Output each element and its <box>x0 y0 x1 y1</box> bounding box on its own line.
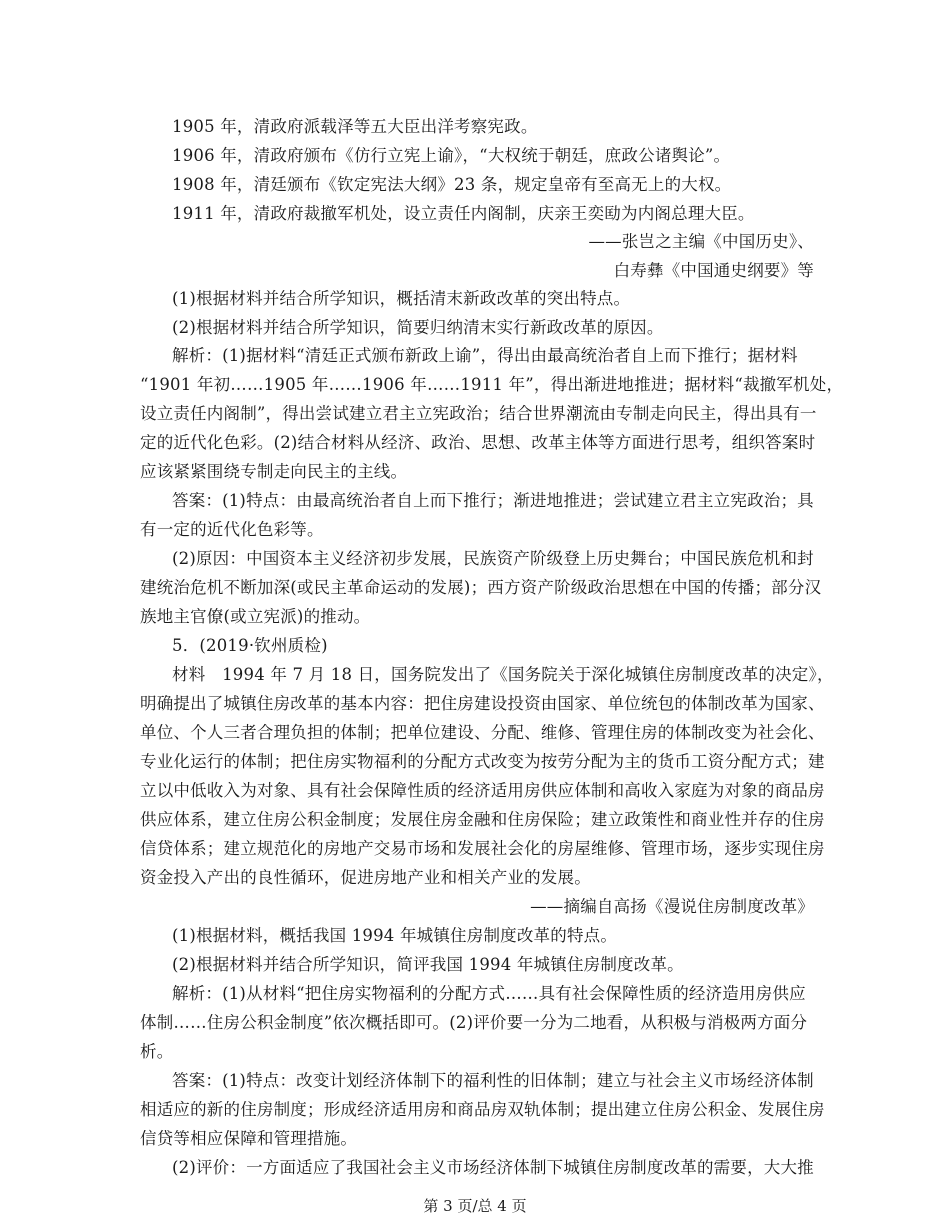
source-citation: 白寿彝《中国通史纲要》等 <box>613 261 814 280</box>
question-line: (1)根据材料并结合所学知识，概括清末新政改革的突出特点。 <box>172 289 631 308</box>
answer-line: 答案：(1)特点：由最高统治者自上而下推行；渐进地推进；尝试建立君主立宪政治；具 <box>172 491 814 510</box>
material-line: 立以中低收入为对象、具有社会保障性质的经济适用房供应体制和高收入家庭为对象的商品房 <box>140 781 825 800</box>
analysis-line: 定的近代化色彩。(2)结合材料从经济、政治、思想、改革主体等方面进行思考，组织答案时 <box>140 433 816 452</box>
analysis-line: “1901 年初……1905 年……1906 年……1911 年”，得出渐进地推进；据材料“裁撤军机处， <box>140 375 844 394</box>
answer-line: 族地主官僚(或立宪派)的推动。 <box>140 607 371 626</box>
material-line: 资金投入产出的良性循环，促进房地产业和相关产业的发展。 <box>140 868 591 887</box>
question-line: (2)根据材料并结合所学知识，简评我国 1994 年城镇住房制度改革。 <box>172 955 684 974</box>
answer-line: 建统治危机不断加深(或民主革命运动的发展)；西方资产阶级政治思想在中国的传播；部分汉 <box>140 578 822 597</box>
text-line: 1905 年，清政府派载泽等五大臣出洋考察宪政。 <box>172 117 538 136</box>
answer-line: 有一定的近代化色彩等。 <box>140 520 324 539</box>
page-footer: 第 3 页/总 4 页 <box>423 1197 527 1215</box>
answer-line: 答案：(1)特点：改变计划经济体制下的福利性的旧体制；建立与社会主义市场经济体制 <box>172 1071 814 1090</box>
answer-line: 信贷等相应保障和管理措施。 <box>140 1129 358 1148</box>
question-line: (1)根据材料，概括我国 1994 年城镇住房制度改革的特点。 <box>172 926 618 945</box>
material-line: 专业化运行的体制；把住房实物福利的分配方式改变为按劳分配为主的货币工资分配方式；建 <box>140 752 825 771</box>
analysis-line: 体制……住房公积金制度”依次概括即可。(2)评价要一分为二地看，从积极与消极两方面分 <box>140 1013 808 1032</box>
text-line: 1906 年，清政府颁布《仿行立宪上谕》，“大权统于朝廷，庶政公诸舆论”。 <box>172 146 731 165</box>
material-line: 单位、个人三者合理负担的体制；把单位建设、分配、维修、管理住房的体制改变为社会化、 <box>140 723 825 742</box>
answer-line: (2)评价：一方面适应了我国社会主义市场经济体制下城镇住房制度改革的需要，大大推 <box>172 1158 814 1177</box>
material-line: 材料 1994 年 7 月 18 日，国务院发出了《国务院关于深化城镇住房制度改革的决定》， <box>172 665 834 684</box>
analysis-line: 设立责任内阁制”，得出尝试建立君主立宪政治；结合世界潮流由专制走向民主，得出具有一 <box>140 404 817 423</box>
material-line: 信贷体系；建立规范化的房地产交易市场和发展社会化的房屋维修、管理市场，逐步实现住房 <box>140 839 825 858</box>
analysis-line: 析。 <box>140 1042 174 1061</box>
question-line: (2)根据材料并结合所学知识，简要归纳清末实行新政改革的原因。 <box>172 318 664 337</box>
question-number: 5．(2019·钦州质检) <box>172 636 328 655</box>
source-citation: ——张岂之主编《中国历史》、 <box>588 232 814 251</box>
answer-line: (2)原因：中国资本主义经济初步发展，民族资产阶级登上历史舞台；中国民族危机和封 <box>172 549 814 568</box>
material-line: 明确提出了城镇住房改革的基本内容：把住房建设投资由国家、单位统包的体制改革为国家、 <box>140 694 825 713</box>
answer-line: 相适应的新的住房制度；形成经济适用房和商品房双轨体制；提出建立住房公积金、发展住房 <box>140 1100 825 1119</box>
analysis-line: 解析：(1)从材料“把住房实物福利的分配方式……具有社会保障性质的经济造用房供应 <box>172 984 806 1003</box>
source-citation: ——摘编自高扬《漫说住房制度改革》 <box>530 897 814 916</box>
text-line: 1908 年，清廷颁布《钦定宪法大纲》23 条，规定皇帝有至高无上的大权。 <box>172 175 732 194</box>
material-line: 供应体系，建立住房公积金制度；发展住房金融和住房保险；建立政策性和商业性并存的住房 <box>140 810 825 829</box>
analysis-line: 解析：(1)据材料“清廷正式颁布新政上谕”，得出由最高统治者自上而下推行；据材料 <box>172 346 798 365</box>
text-line: 1911 年，清政府裁撤军机处，设立责任内阁制，庆亲王奕劻为内阁总理大臣。 <box>172 204 755 223</box>
analysis-line: 应该紧紧围绕专制走向民主的主线。 <box>140 462 408 481</box>
